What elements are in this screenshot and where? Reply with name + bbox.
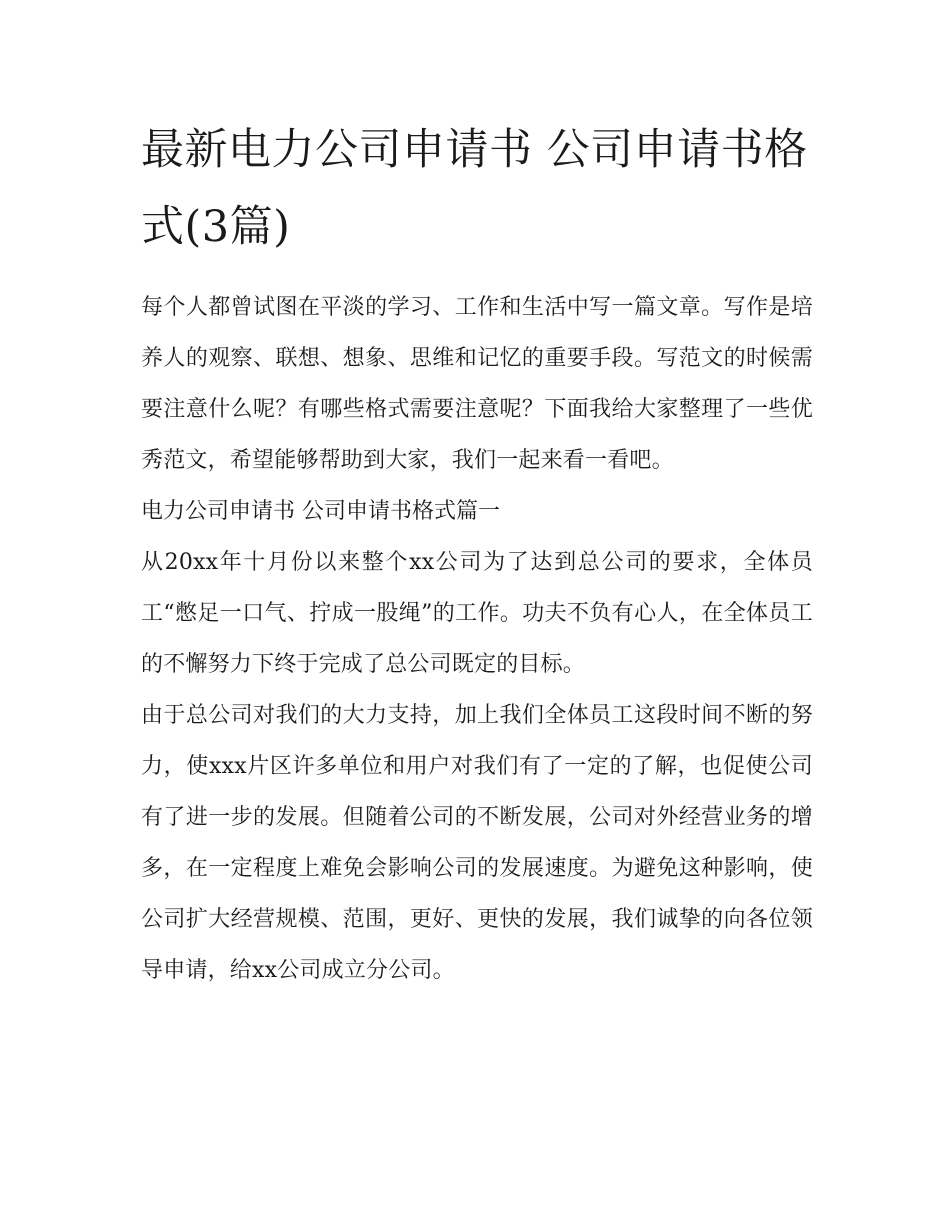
body-paragraph-1: 从20xx年十月份以来整个xx公司为了达到总公司的要求，全体员工“憋足一口气、拧成一股绳”的工作。功夫不负有心人，在全体员工的不懈努力下终于完成了总公司既定的目标。 — [141, 550, 813, 677]
intro-paragraph: 每个人都曾试图在平淡的学习、工作和生活中写一篇文章。写作是培养人的观察、联想、想象、思维和记忆的重要手段。写范文的时候需要注意什么呢？有哪些格式需要注意呢？下面我给大家整理了一些优秀范文，希望能够帮助到大家，我们一起来看一看吧。 — [141, 295, 813, 473]
body-paragraph-2: 由于总公司对我们的大力支持，加上我们全体员工这段时间不断的努力，使xxx片区许多单位和用户对我们有了一定的了解，也促使公司有了进一步的发展。但随着公司的不断发展，公司对外经营业务的增多，在一定程度上难免会影响公司的发展速度。为避免这种影响，使公司扩大经营规模、范围，更好、更快的发展，我们诚挚的向各位领导申请，给xx公司成立分公司。 — [141, 703, 813, 983]
section-heading: 电力公司申请书 公司申请书格式篇一 — [141, 499, 500, 524]
document-body — [141, 112, 813, 996]
document-title: 最新电力公司申请书 公司申请书格式(3篇) — [141, 125, 808, 252]
